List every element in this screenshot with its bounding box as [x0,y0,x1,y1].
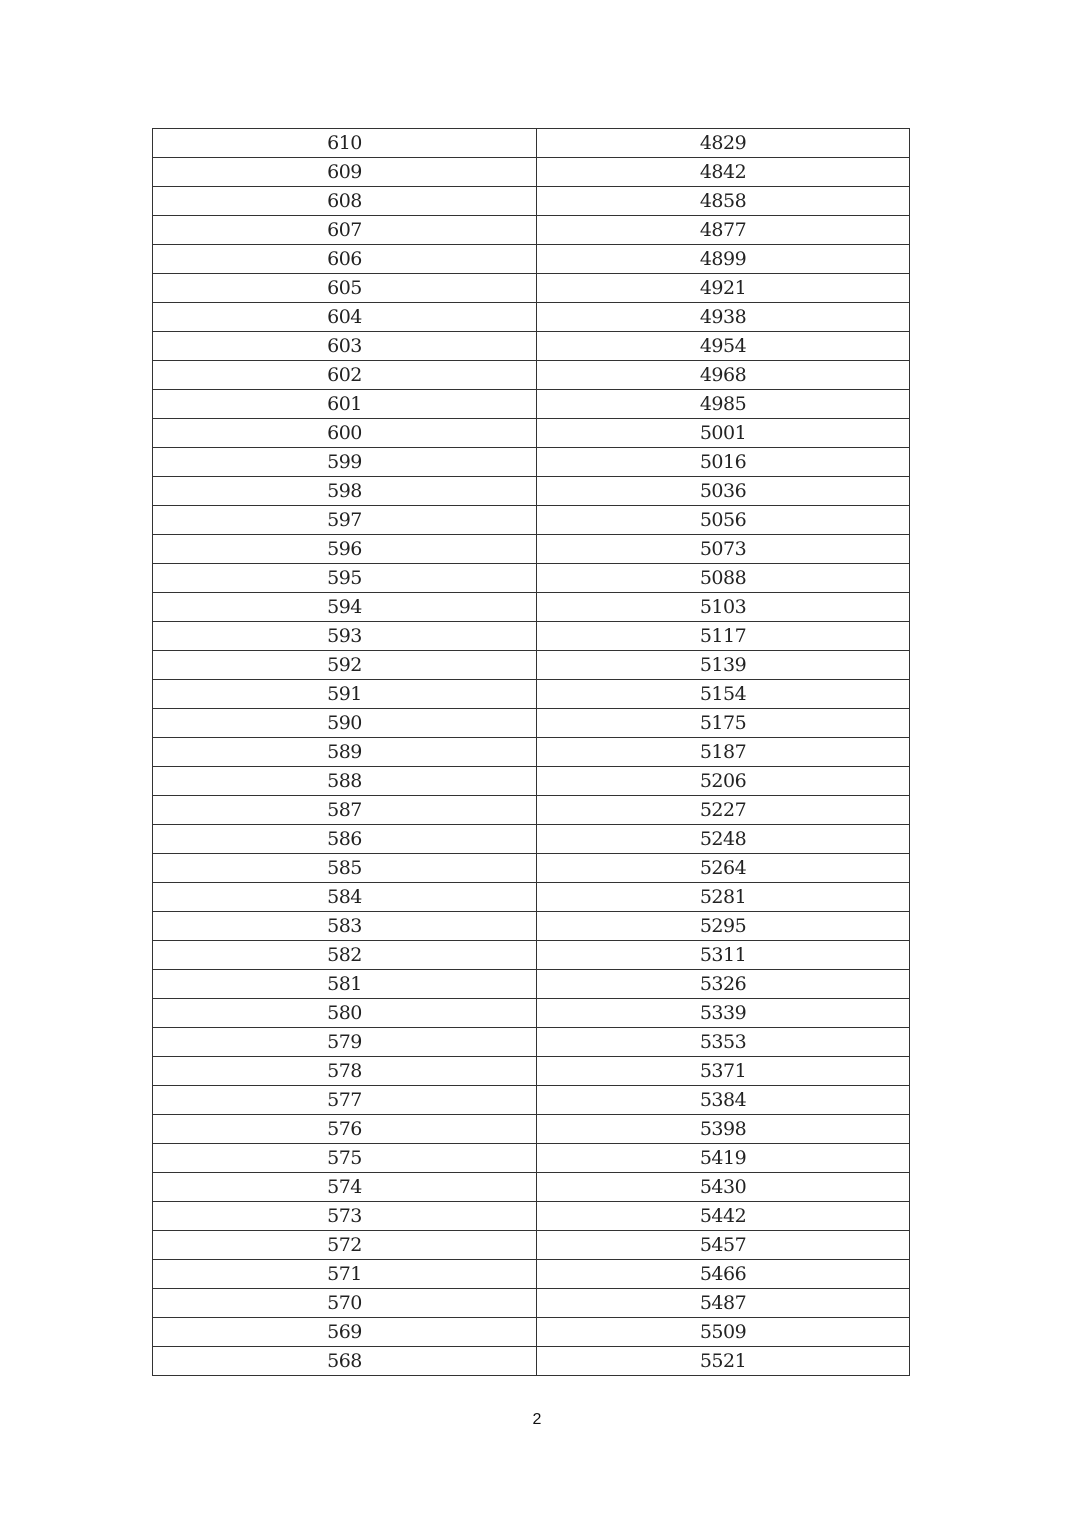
score-cell: 575 [153,1144,537,1173]
table-row [153,767,910,796]
page-number: 2 [532,1411,542,1428]
table-body [153,129,910,1376]
table-row [153,332,910,361]
score-cell: 584 [153,883,537,912]
table-row [153,477,910,506]
table-row [153,854,910,883]
score-cell: 598 [153,477,537,506]
count-cell: 5457 [537,1231,910,1260]
table-row [153,1057,910,1086]
count-cell: 4842 [537,158,910,187]
table-row [153,1028,910,1057]
count-cell: 5339 [537,999,910,1028]
count-cell: 4968 [537,361,910,390]
count-cell: 5206 [537,767,910,796]
table-row [153,941,910,970]
count-cell: 5016 [537,448,910,477]
count-cell: 5430 [537,1173,910,1202]
table-row [153,796,910,825]
table-row [153,709,910,738]
count-cell: 5295 [537,912,910,941]
count-cell: 4858 [537,187,910,216]
score-cell: 601 [153,390,537,419]
score-cell: 582 [153,941,537,970]
score-cell: 573 [153,1202,537,1231]
score-cell: 588 [153,767,537,796]
table-row [153,419,910,448]
score-cell: 594 [153,593,537,622]
score-cell: 589 [153,738,537,767]
count-cell: 4877 [537,216,910,245]
table-row [153,680,910,709]
table-row [153,1173,910,1202]
score-cell: 593 [153,622,537,651]
score-cell: 596 [153,535,537,564]
score-cell: 606 [153,245,537,274]
table-row [153,825,910,854]
score-cell: 571 [153,1260,537,1289]
count-cell: 5353 [537,1028,910,1057]
count-cell: 5487 [537,1289,910,1318]
table-row [153,245,910,274]
table-row [153,593,910,622]
score-cell: 577 [153,1086,537,1115]
count-cell: 4899 [537,245,910,274]
score-cell: 607 [153,216,537,245]
score-cell: 595 [153,564,537,593]
count-cell: 5311 [537,941,910,970]
count-cell: 4921 [537,274,910,303]
count-cell: 5056 [537,506,910,535]
count-cell: 5521 [537,1347,910,1376]
table-row [153,738,910,767]
table-row [153,1144,910,1173]
table-row [153,651,910,680]
score-cell: 568 [153,1347,537,1376]
count-cell: 5442 [537,1202,910,1231]
count-cell: 5088 [537,564,910,593]
data-table [152,128,910,1376]
count-cell: 4938 [537,303,910,332]
count-cell: 5227 [537,796,910,825]
count-cell: 5139 [537,651,910,680]
table-row [153,390,910,419]
score-cell: 609 [153,158,537,187]
table-row [153,303,910,332]
table-row [153,158,910,187]
table-row [153,999,910,1028]
score-cell: 578 [153,1057,537,1086]
count-cell: 5073 [537,535,910,564]
table-row [153,912,910,941]
score-cell: 602 [153,361,537,390]
score-cell: 592 [153,651,537,680]
score-cell: 590 [153,709,537,738]
score-cell: 587 [153,796,537,825]
table-row [153,1318,910,1347]
score-cell: 610 [153,129,537,158]
score-cell: 597 [153,506,537,535]
count-cell: 4954 [537,332,910,361]
count-cell: 5175 [537,709,910,738]
count-cell: 5187 [537,738,910,767]
table-row [153,1086,910,1115]
count-cell: 5371 [537,1057,910,1086]
score-cell: 604 [153,303,537,332]
count-cell: 5509 [537,1318,910,1347]
count-cell: 4829 [537,129,910,158]
score-cell: 574 [153,1173,537,1202]
table-row [153,448,910,477]
table-row [153,622,910,651]
count-cell: 5466 [537,1260,910,1289]
count-cell: 4985 [537,390,910,419]
score-cell: 586 [153,825,537,854]
table-row [153,187,910,216]
table-row [153,1115,910,1144]
table-row [153,1231,910,1260]
table-row [153,129,910,158]
score-cell: 576 [153,1115,537,1144]
count-cell: 5117 [537,622,910,651]
count-cell: 5154 [537,680,910,709]
score-cell: 591 [153,680,537,709]
score-cell: 570 [153,1289,537,1318]
table-row [153,361,910,390]
score-cell: 608 [153,187,537,216]
count-cell: 5264 [537,854,910,883]
count-cell: 5001 [537,419,910,448]
table-row [153,1260,910,1289]
score-cell: 599 [153,448,537,477]
score-cell: 581 [153,970,537,999]
table-row [153,564,910,593]
count-cell: 5326 [537,970,910,999]
table-row [153,883,910,912]
table-row [153,506,910,535]
count-cell: 5248 [537,825,910,854]
score-cell: 572 [153,1231,537,1260]
score-cell: 603 [153,332,537,361]
score-cell: 605 [153,274,537,303]
count-cell: 5384 [537,1086,910,1115]
score-cell: 579 [153,1028,537,1057]
score-cell: 569 [153,1318,537,1347]
table-row [153,274,910,303]
table-row [153,535,910,564]
table-row [153,970,910,999]
score-cell: 580 [153,999,537,1028]
table-row [153,1347,910,1376]
count-cell: 5103 [537,593,910,622]
score-cell: 585 [153,854,537,883]
table-row [153,1289,910,1318]
count-cell: 5036 [537,477,910,506]
score-cell: 583 [153,912,537,941]
count-cell: 5419 [537,1144,910,1173]
score-cell: 600 [153,419,537,448]
count-cell: 5398 [537,1115,910,1144]
table-row [153,216,910,245]
count-cell: 5281 [537,883,910,912]
table-row [153,1202,910,1231]
